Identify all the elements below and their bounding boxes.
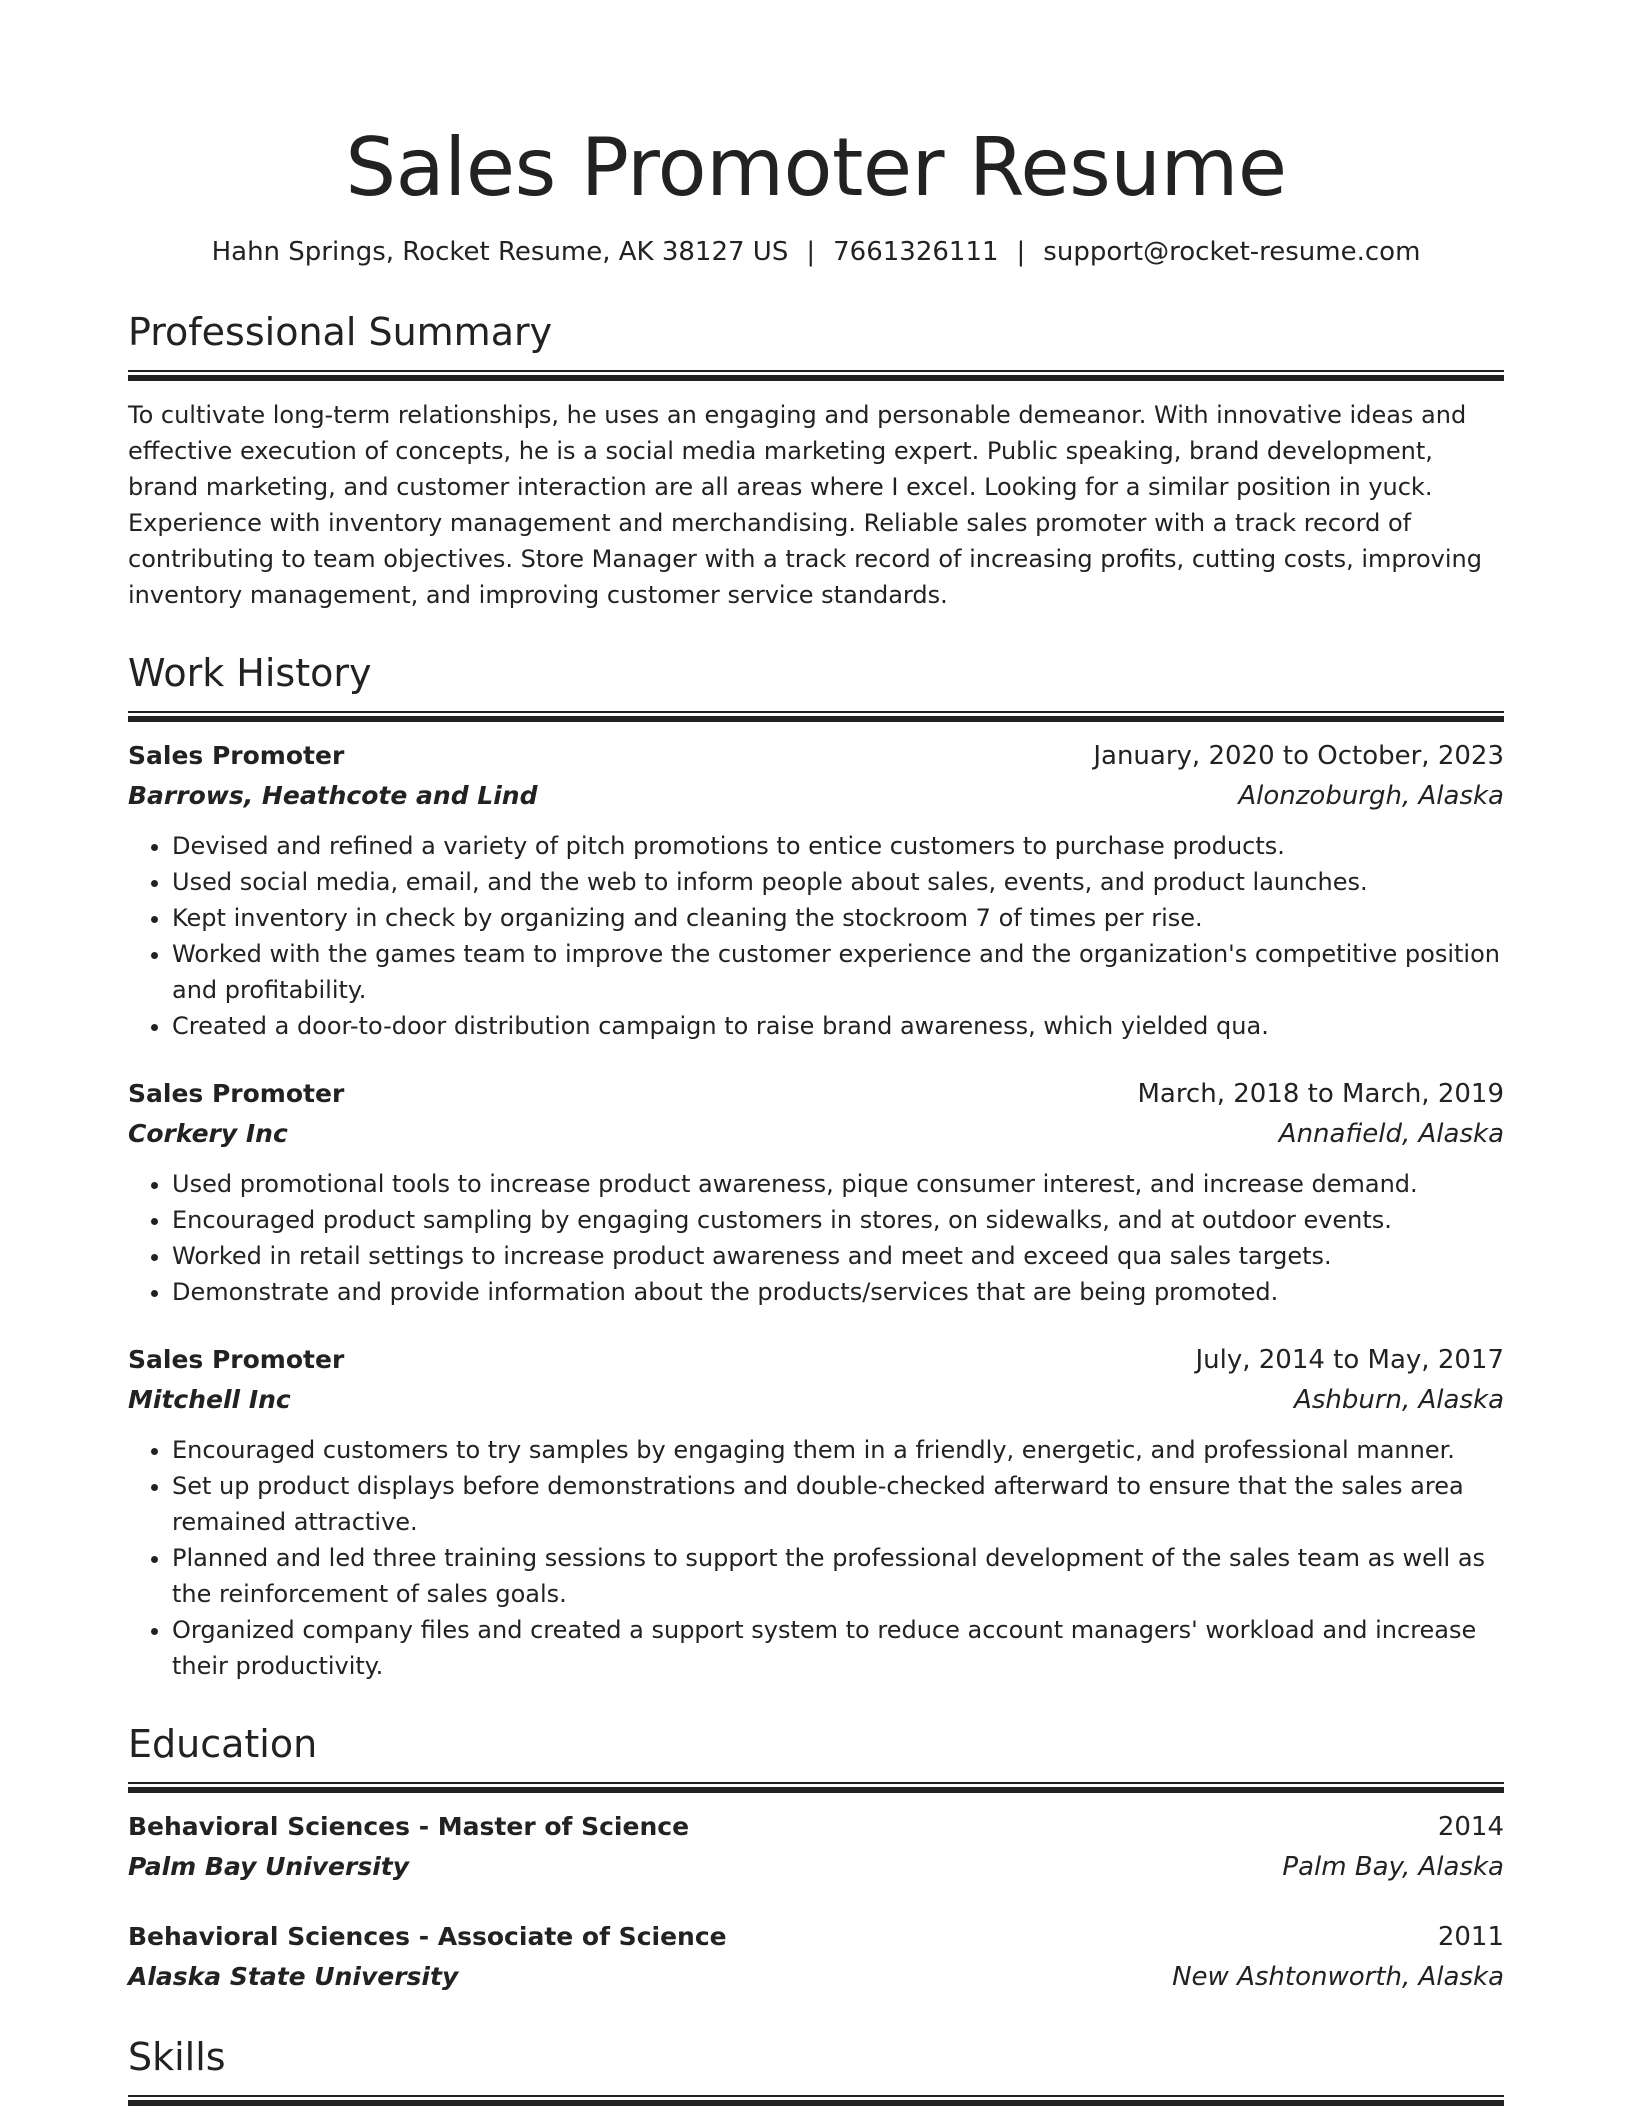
job-company: Corkery Inc [128, 1119, 288, 1148]
job-title-row [128, 1340, 1504, 1380]
section-divider [128, 370, 1504, 381]
degree-name: Behavioral Sciences - Associate of Science [128, 1922, 727, 1951]
job-location: Ashburn, Alaska [1294, 1385, 1504, 1415]
school-location: Palm Bay, Alaska [1282, 1852, 1504, 1882]
job-bullet: • Used promotional tools to increase product awareness, pique consumer interest, and increase demand. [172, 1166, 1504, 1202]
job-entry [128, 736, 1504, 1044]
section-heading-education: Education [128, 1722, 318, 1766]
contact-line [128, 232, 1504, 272]
contact-email: support@rocket-resume.com [1043, 237, 1421, 267]
job-bullet: • Devised and refined a variety of pitch promotions to entice customers to purchase products. [172, 828, 1504, 864]
contact-phone: 7661326111 [833, 237, 999, 267]
job-bullet: • Worked with the games team to improve the customer experience and the organization's competitive position and profitability. [172, 936, 1504, 1008]
section-divider [128, 2095, 1504, 2106]
job-bullet: • Used social media, email, and the web to inform people about sales, events, and product launches. [172, 864, 1504, 900]
job-entry [128, 1340, 1504, 1684]
job-dates: July, 2014 to May, 2017 [1195, 1345, 1504, 1375]
job-location: Annafield, Alaska [1278, 1119, 1504, 1149]
job-bullet: • Demonstrate and provide information about the products/services that are being promoted. [172, 1274, 1504, 1310]
job-bullet: • Kept inventory in check by organizing and cleaning the stockroom 7 of times per rise. [172, 900, 1504, 936]
contact-separator: | [1016, 237, 1026, 267]
job-bullet: • Organized company files and created a support system to reduce account managers' workload and increase their productivity. [172, 1612, 1504, 1684]
degree-row [128, 1807, 1504, 1847]
education-entry [128, 1917, 1504, 1997]
job-company-row [128, 1380, 1504, 1420]
job-location: Alonzoburgh, Alaska [1238, 781, 1504, 811]
job-bullet: • Encouraged product sampling by engaging customers in stores, on sidewalks, and at outdoor events. [172, 1202, 1504, 1238]
school-location: New Ashtonworth, Alaska [1172, 1962, 1504, 1992]
job-role: Sales Promoter [128, 1079, 345, 1108]
job-title-row [128, 1074, 1504, 1114]
contact-address: Hahn Springs, Rocket Resume, AK 38127 US [211, 237, 789, 267]
degree-name: Behavioral Sciences - Master of Science [128, 1812, 690, 1841]
section-heading-work-history: Work History [128, 651, 372, 695]
job-role: Sales Promoter [128, 741, 345, 770]
school-row [128, 1957, 1504, 1997]
degree-row [128, 1917, 1504, 1957]
job-entry [128, 1074, 1504, 1310]
resume-title: Sales Promoter Resume [345, 121, 1287, 214]
degree-year: 2014 [1437, 1812, 1504, 1842]
job-company: Barrows, Heathcote and Lind [128, 781, 538, 810]
summary-text: To cultivate long-term relationships, he uses an engaging and personable demeanor. With innovative ideas and effective execution of concepts, he is a social media marketing expert. Public speaking, brand development, brand marketing, and customer interaction are all areas where I excel. Looking for a similar position in yuck. Experience with inventory management and merchandising. Reliable sales promoter with a track record of contributing to team objectives. Store Manager with a track record of increasing profits, cutting costs, improving inventory management, and improving customer service standards. [128, 401, 1482, 609]
school-name: Palm Bay University [128, 1852, 410, 1881]
job-dates: January, 2020 to October, 2023 [1093, 741, 1504, 771]
job-bullets [128, 1432, 1504, 1684]
job-bullet: • Worked in retail settings to increase product awareness and meet and exceed qua sales targets. [172, 1238, 1504, 1274]
job-bullet: • Created a door-to-door distribution campaign to raise brand awareness, which yielded qua. [172, 1008, 1504, 1044]
section-divider [128, 1782, 1504, 1793]
job-title-row [128, 736, 1504, 776]
job-bullets [128, 828, 1504, 1044]
job-dates: March, 2018 to March, 2019 [1137, 1079, 1504, 1109]
job-bullet: • Set up product displays before demonstrations and double-checked afterward to ensure that the sales area remained attractive. [172, 1468, 1504, 1540]
degree-year: 2011 [1437, 1922, 1504, 1952]
section-heading-summary: Professional Summary [128, 310, 553, 354]
school-row [128, 1847, 1504, 1887]
section-divider [128, 711, 1504, 722]
job-role: Sales Promoter [128, 1345, 345, 1374]
skills-section [128, 2017, 1504, 2106]
work-history-section [128, 633, 1504, 1684]
section-heading-skills: Skills [128, 2035, 226, 2079]
school-name: Alaska State University [128, 1962, 459, 1991]
summary-section [128, 292, 1504, 613]
job-company-row [128, 776, 1504, 816]
job-bullets [128, 1166, 1504, 1310]
education-section [128, 1704, 1504, 1997]
education-entry [128, 1807, 1504, 1887]
contact-separator: | [806, 237, 816, 267]
job-company: Mitchell Inc [128, 1385, 291, 1414]
job-bullet: • Encouraged customers to try samples by engaging them in a friendly, energetic, and professional manner. [172, 1432, 1504, 1468]
job-company-row [128, 1114, 1504, 1154]
job-bullet: • Planned and led three training sessions to support the professional development of the sales team as well as the reinforcement of sales goals. [172, 1540, 1504, 1612]
